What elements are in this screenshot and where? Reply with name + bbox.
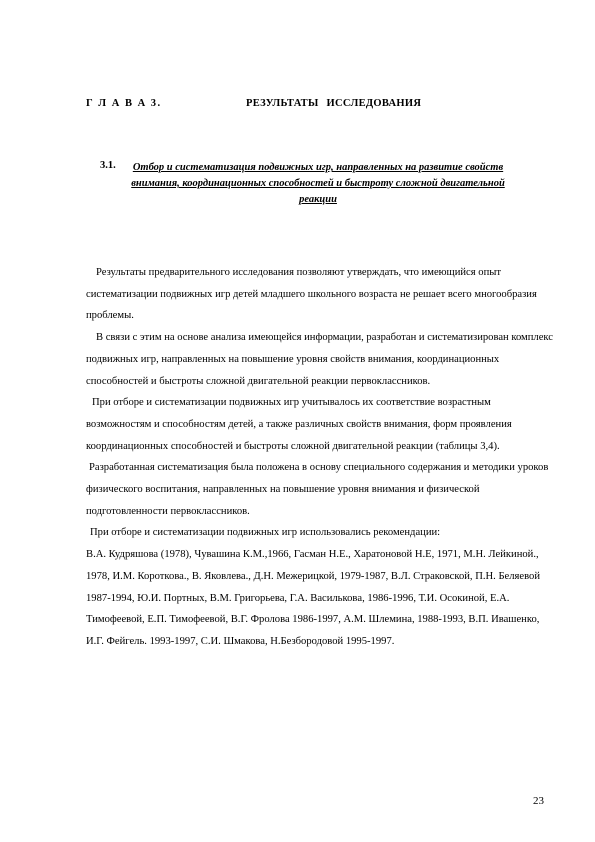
- section-heading: [86, 160, 556, 210]
- chapter-title: РЕЗУЛЬТАТЫ ИССЛЕДОВАНИЯ: [246, 98, 422, 109]
- paragraph: Разработанная систематизация была положена в основу специального содержания и методики уроков физического воспитания, направленных на повышение уровня внимания и физической подготовленности первоклассников.: [86, 462, 549, 517]
- chapter-label: Г Л А В А 3.: [86, 98, 162, 109]
- paragraph: Результаты предварительного исследования позволяют утверждать, что имеющийся опыт систематизации подвижных игр детей младшего школьного возраста не решает всего многообразия проблемы.: [86, 267, 537, 322]
- paragraph: В.А. Кудряшова (1978), Чувашина К.М.,1966, Гасман Н.Е., Харатоновой Н.Е, 1971, М.Н. Лейкиной., 1978, И.М. Короткова., В. Яковлева., Д.Н. Межерицкой, 1979-1987, В.Л. Страковской, П.Н. Беляевой 1987-1994, Ю.И. Портных, В.М. Григорьева, Г.А. Васильковa, 1986-1996, Т.И. Осокиной, Е.А. Тимофеевой, Е.П. Тимофеевой, В.Г. Фролова 1986-1997, А.М. Шлемина, 1988-1993, В.П. Ивашенко, И.Г. Фейгель. 1993-1997, С.И. Шмакова, Н.Безбородовой 1995-1997.: [86, 549, 541, 647]
- page-number: 23: [533, 795, 544, 807]
- chapter-heading: [86, 98, 516, 112]
- section-title: Отбор и систематизация подвижных игр, направленных на развитие свойств внимания, координационных способностей и быстроту сложной двигательной реакции: [131, 162, 505, 205]
- paragraph: При отборе и систематизации подвижных игр использовались рекомендации:: [90, 527, 441, 539]
- section-number: 3.1.: [100, 160, 116, 171]
- body-text: [86, 262, 556, 653]
- paragraph: При отборе и систематизации подвижных игр учитывалось их соответствие возрастным возможностям и способностям детей, а также различных свойств внимания, форм проявления координационных способностей и быстроты сложной двигательной реакции (таблицы 3,4).: [86, 397, 512, 452]
- paragraph: В связи с этим на основе анализа имеющейся информации, разработан и систематизирован комплекс подвижных игр, направленных на повышение уровня свойств внимания, координационных способностей и быстроты сложной двигательной реакции первоклассников.: [86, 332, 553, 387]
